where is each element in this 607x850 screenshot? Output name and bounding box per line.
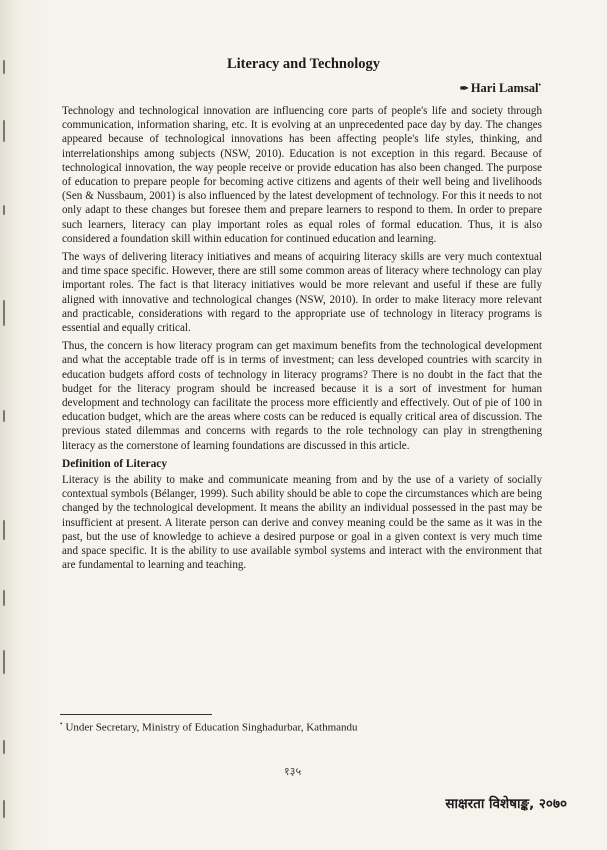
paragraph: The ways of delivering literacy initiatives and means of acquiring literacy skills are very much contextual and time space specific. However, there are still some common areas of literacy where technology can play important roles. The fact is that literacy initiatives would be more relevant and useful if these are fully aligned with innovative and technological changes (NSW, 2010). In order to make literacy more relevant and practicable, considerations with regard to the appropriate use of technology in literacy programs is essential and equally critical. [62, 251, 542, 335]
paragraph: Literacy is the ability to make and communicate meaning from and by the use of a variety of socially contextual symbols (Bélanger, 1999). Such ability should be able to cope the circumstances which are being changed by the technological development. It means the ability an individual possessed in the past may be insufficient at present. A literate person can derive and convey meaning could be the same as it was in the past, but the use of knowledge to achieve a desired purpose or goal in a given context is very much time and space specific. It is the ability to use available symbol systems and interact with the environment that are fundamental to learning and teaching. [62, 474, 542, 572]
author-footnote-marker: • [538, 81, 541, 89]
author-line [460, 81, 541, 96]
article-title: Literacy and Technology [226, 56, 381, 72]
footnote-marker: • [60, 720, 63, 728]
paragraph: Thus, the concern is how literacy program can get maximum benefits from the technological development and what the acceptable trade off is in terms of investment; can less developed countries with scarcity in education budgets afford costs of technology in literacy programs? There is no doubt in the fact that the budget for the literacy program should be increased because it is a sort of investment for human development and technology can facilitate the process more efficiently and effectively. Out of pie of 100 in education budget, which are the areas where costs can be reduced is equally critical area of discussion. The previous stated dilemmas and concerns with regards to the role technology can play in strengthening literacy as the cornerstone of learning foundations are discussed in this article. [62, 340, 542, 452]
pen-icon: ✒ [459, 83, 469, 96]
section-heading: Definition of Literacy [62, 457, 168, 470]
footnote-text: Under Secretary, Ministry of Education Singhadurbar, Kathmandu [65, 721, 358, 734]
article-body [62, 104, 542, 577]
footnote [60, 720, 358, 734]
binding-edge [0, 0, 16, 850]
journal-name: साक्षरता विशेषाङ्क, २०७० [445, 796, 567, 812]
page-number: १३५ [284, 765, 302, 778]
author-name: Hari Lamsal [470, 81, 539, 96]
footnote-rule [60, 714, 212, 715]
paragraph: Technology and technological innovation are influencing core parts of people's life and society through communication, information sharing, etc. It is evolving at an unprecedented pace day by day. The changes appeared because of technological innovations has been affecting people's life styles, thinking, and interrelationships among subjects (NSW, 2010). Education is not exception in this regard. Because of technological innovation, the way people receive or provide education has also been changed. The purpose of education to prepare people for becoming active citizens and agents of their well being and livelihoods (Sen & Nussbaum, 2001) is also influenced by the latest development of technology. For this it needs to not only adapt to these changes but foresee them and prepare learners to respond to them. In order to prepare such learners, literacy can play important roles as equal roles of formal education. Thus, it is also considered a foundation skill within education for continued education and learning. [62, 105, 542, 245]
